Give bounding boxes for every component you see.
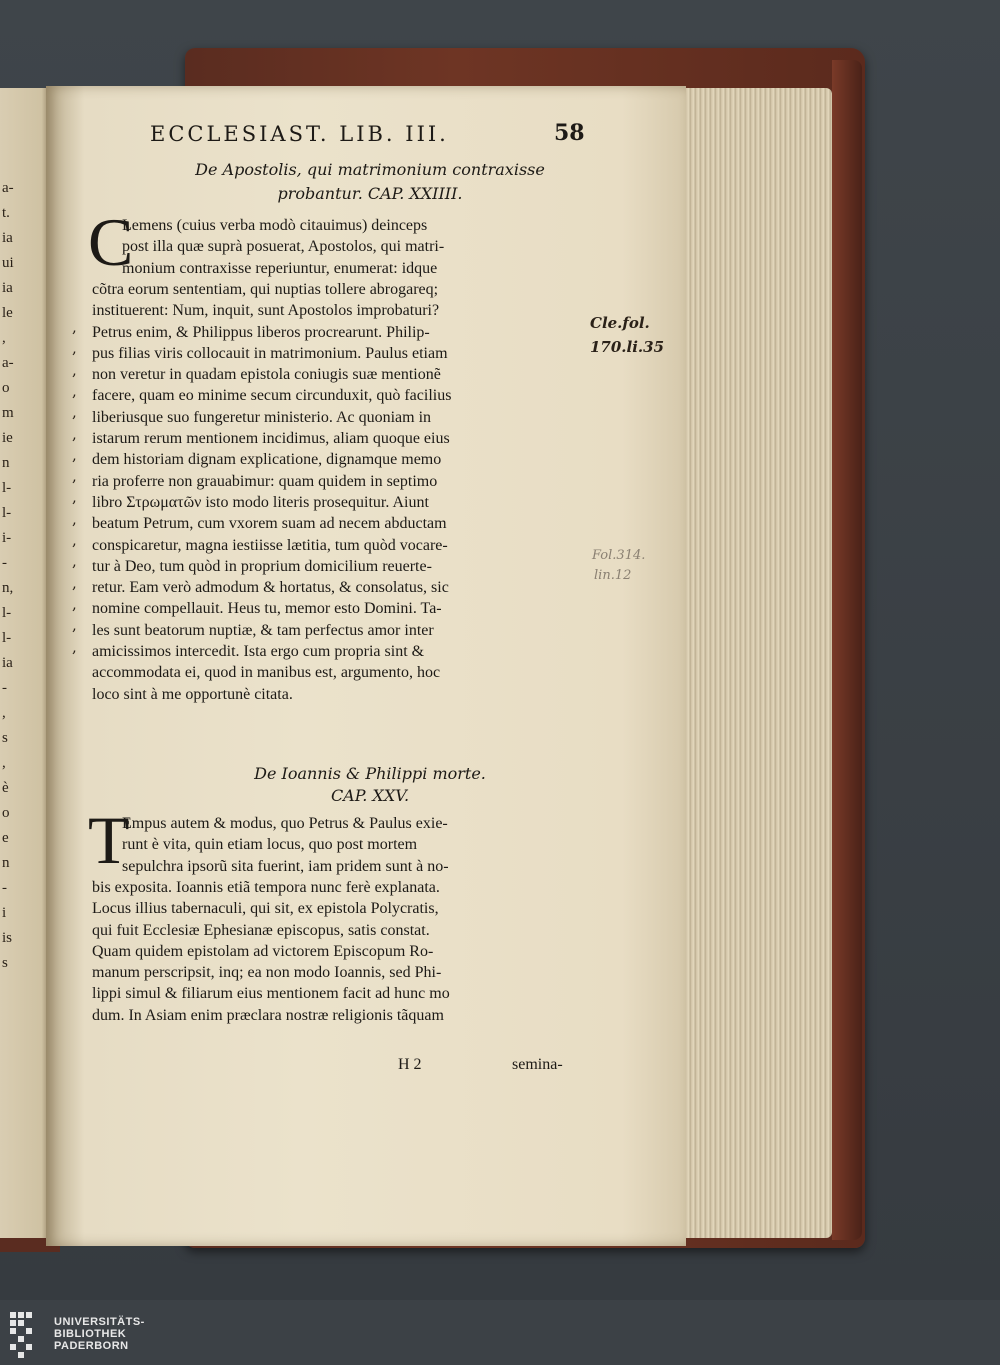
chapter-heading: probantur. CAP. XXIIII.	[277, 184, 463, 203]
quotation-mark: ,	[72, 616, 77, 635]
text-line: tur à Deo, tum quòd in proprium domicilium reuerte-	[92, 557, 432, 575]
quotation-mark: ,	[72, 381, 77, 400]
margin-note: lin.12	[594, 568, 632, 583]
text-line: retur. Eam verò admodum & hortatus, & consolatus, sic	[92, 579, 449, 597]
text-line: istarum rerum mentionem incidimus, aliam quoque eius	[92, 430, 450, 447]
text-line: sepulchra ipsorũ sita fuerint, iam pridem sunt à no-	[122, 857, 449, 875]
left-page-fragment: l-	[2, 630, 12, 646]
drop-capital: T	[88, 802, 130, 878]
text-line: Locus illius tabernaculi, qui sit, ex epistola Polycratis,	[92, 900, 439, 918]
text-line: dum. In Asiam enim præclara nostræ religionis tãquam	[92, 1006, 444, 1024]
left-page-fragment: ,	[2, 330, 6, 346]
left-page-fragment: i-	[2, 530, 12, 546]
quotation-mark: ,	[72, 360, 77, 379]
quotation-mark: ,	[72, 637, 77, 656]
left-page-fragment: è	[2, 780, 9, 796]
text-line: beatum Petrum, cum vxorem suam ad necem abductam	[92, 515, 447, 533]
text-line: instituerent: Num, inquit, sunt Apostolos improbaturi?	[92, 302, 440, 320]
page-number: 58	[554, 120, 585, 146]
text-line: dem historiam dignam explicatione, dignamque memo	[92, 451, 442, 469]
left-page-fragment: ia	[2, 280, 13, 296]
margin-note: Cle.fol.	[590, 314, 650, 332]
chapter-heading: CAP. XXV.	[330, 786, 410, 805]
left-page-fragment: -	[2, 555, 7, 571]
left-page-fragment: -	[2, 880, 7, 896]
left-page-fragment: -	[2, 680, 7, 696]
quotation-mark: ,	[72, 552, 77, 571]
left-page-fragment: o	[2, 805, 10, 821]
text-line: Empus autem & modus, quo Petrus & Paulus exie-	[122, 815, 448, 832]
text-line: pus filias viris collocauit in matrimonium. Paulus etiam	[92, 344, 448, 362]
running-title: ECCLESIAST. LIB. III.	[150, 122, 449, 146]
left-page-fragment: l-	[2, 605, 12, 621]
left-page-fragment: l-	[2, 505, 12, 521]
text-line: les sunt beatorum nuptiæ, & tam perfectus amor inter	[92, 621, 434, 639]
left-page-fragment: n	[2, 855, 10, 871]
text-line: non veretur in quadam epistola coniugis suæ mentionẽ	[92, 366, 441, 384]
text-line: monium contraxisse reperiuntur, enumerat: idque	[122, 259, 438, 277]
signature-mark: H 2	[398, 1056, 422, 1073]
logo-line: PADERBORN	[54, 1340, 129, 1352]
quotation-mark: ,	[72, 509, 77, 528]
quotation-mark: ,	[72, 339, 77, 358]
text-line: qui fuit Ecclesiæ Ephesianæ episcopus, satis constat.	[92, 921, 430, 939]
text-line: post illa quæ suprà posuerat, Apostolos, qui matri-	[122, 238, 445, 256]
left-page-fragment: ia	[2, 655, 13, 671]
text-line: cõtra eorum sententiam, qui nuptias tollere abrogareq;	[92, 280, 439, 298]
quotation-mark: ,	[72, 573, 77, 592]
text-line: manum perscripsit, inq; ea non modo Ioannis, sed Phi-	[92, 964, 442, 982]
left-page-fragment: is	[2, 930, 13, 946]
text-line: liberiusque suo fungeretur ministerio. Ac quoniam in	[92, 408, 432, 426]
logo-line: UNIVERSITÄTS-	[54, 1316, 145, 1328]
quotation-mark: ,	[72, 594, 77, 613]
text-line: amicissimos intercedit. Ista ergo cum propria sint &	[92, 643, 425, 660]
quotation-mark: ,	[72, 467, 77, 486]
text-line: loco sint à me opportunè citata.	[92, 685, 293, 703]
margin-note: Fol.314.	[592, 548, 646, 563]
left-page-fragment: s	[2, 730, 8, 746]
quotation-mark: ,	[72, 318, 77, 336]
text-line: conspicaretur, magna iestiisse lætitia, tum quòd vocare-	[92, 536, 448, 554]
left-page-fragment: l-	[2, 480, 12, 496]
quotation-mark: ,	[72, 445, 77, 464]
left-page-fragment: n	[2, 455, 10, 471]
page-edges	[682, 88, 832, 1238]
text-line: accommodata ei, quod in manibus est, argumento, hoc	[92, 664, 441, 682]
chapter-title: De Ioannis & Philippi morte.	[254, 764, 486, 783]
text-line: runt è vita, quin etiam locus, quo post mortem	[122, 836, 418, 854]
text-line: Petrus enim, & Philippus liberos procrearunt. Philip-	[92, 323, 430, 341]
logo-text	[54, 1316, 145, 1352]
text-line: nomine compellauit. Heus tu, memor esto Domini. Ta-	[92, 600, 442, 618]
margin-note: 170.li.35	[590, 338, 665, 356]
quotation-mark: ,	[72, 531, 77, 549]
book-spine	[832, 60, 862, 1240]
left-page-fragment: s	[2, 955, 8, 971]
left-page-fragment: m	[2, 405, 14, 421]
left-page-fragment: t.	[2, 205, 10, 221]
left-page-fragment: o	[2, 380, 10, 396]
text-line: bis exposita. Ioannis etiã tempora nunc ferè explanata.	[92, 878, 440, 896]
chapter-title: De Apostolis, qui matrimonium contraxisse	[195, 160, 545, 179]
logo-line: BIBLIOTHEK	[54, 1328, 127, 1340]
left-page-fragment: ie	[2, 430, 13, 446]
left-page-fragment: ui	[2, 255, 14, 271]
left-page-fragment: ,	[2, 755, 6, 771]
left-page-fragment: le	[2, 305, 13, 321]
text-line: Quam quidem epistolam ad victorem Episcopum Ro-	[92, 942, 434, 960]
text-line: lippi simul & filiarum eius mentionem facit ad hunc mo	[92, 985, 450, 1003]
left-page-fragment: i	[2, 905, 7, 921]
footer-bar	[0, 1300, 1000, 1365]
text-line: Lemens (cuius verba modò citauimus) deinceps	[122, 217, 428, 234]
drop-capital: C	[88, 204, 134, 280]
left-page-fragment: e	[2, 830, 9, 846]
text-line: libro Στρωματῶν isto modo literis prosequitur. Aiunt	[92, 493, 429, 511]
left-page-fragment: ia	[2, 230, 13, 246]
left-page-fragment: a-	[2, 355, 14, 371]
catchword: semina-	[512, 1056, 563, 1073]
text-line: facere, quam eo minime secum circunduxit, quò facilius	[92, 387, 452, 405]
quotation-mark: ,	[72, 403, 77, 422]
left-page-fragment: a-	[2, 180, 14, 196]
university-library-logo	[8, 1310, 50, 1358]
left-page-fragment: ,	[2, 705, 6, 721]
text-line: ria proferre non grauabimur: quam quidem in septimo	[92, 472, 438, 490]
left-page-fragment: n,	[2, 580, 14, 596]
quotation-mark: ,	[72, 488, 77, 507]
quotation-mark: ,	[72, 424, 77, 443]
